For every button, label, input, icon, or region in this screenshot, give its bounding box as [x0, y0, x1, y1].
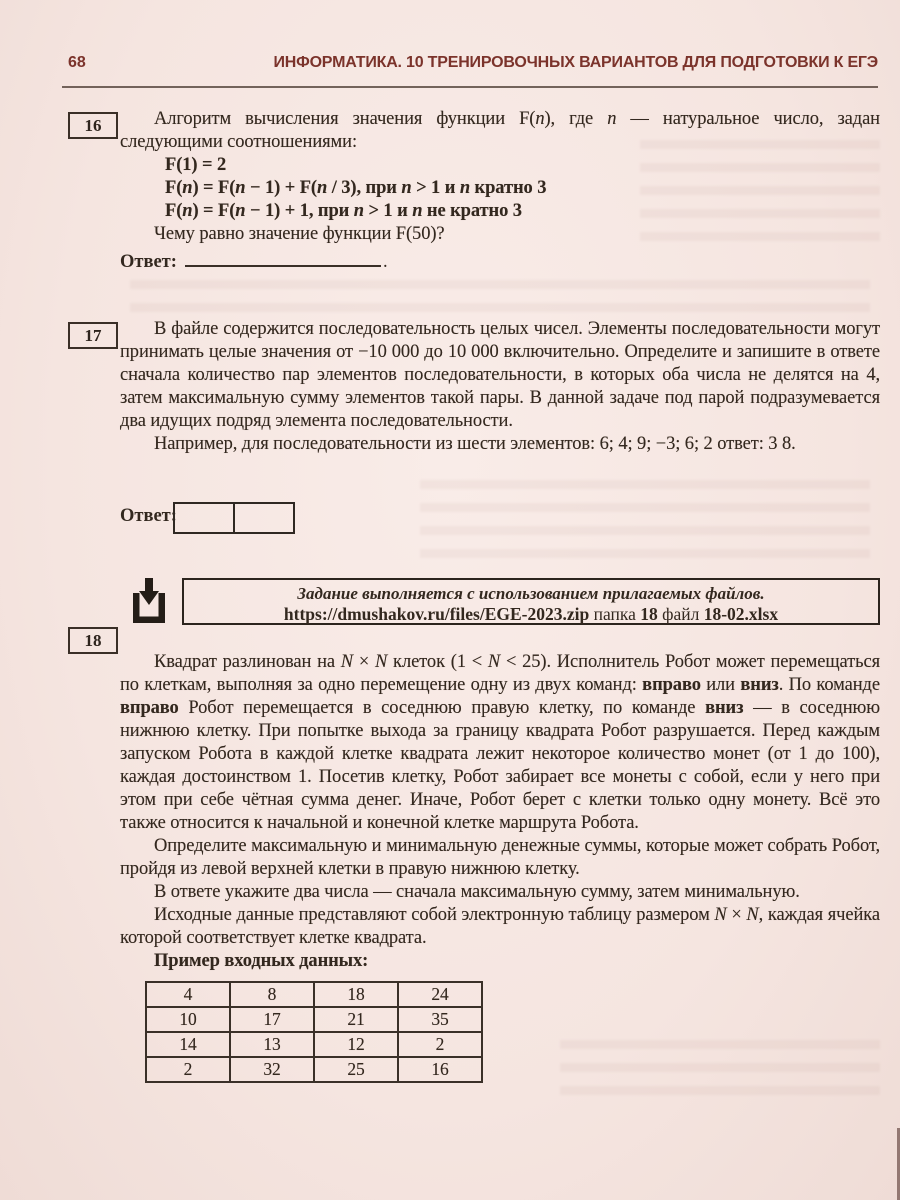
answer-cell-2 [233, 502, 295, 534]
task16-formula-2: F(n) = F(n − 1) + F(n / 3), при n > 1 и n кратно 3 [165, 178, 547, 198]
table-cell: 2 [146, 1057, 230, 1082]
task17-answer-label: Ответ: [120, 506, 177, 526]
task16-formula-1: F(1) = 2 [165, 155, 227, 175]
table-row [146, 1032, 482, 1057]
task17-number: 17 [84, 325, 102, 345]
task17-body [120, 318, 880, 456]
notice-line2: https://dmushakov.ru/files/EGE-2023.zip папка 18 файл 18-02.xlsx [283, 604, 779, 624]
task16-number: 16 [84, 115, 102, 135]
answer-blank-line [185, 250, 381, 267]
table-cell: 16 [398, 1057, 482, 1082]
table-cell: 21 [314, 1007, 398, 1032]
table-row [146, 982, 482, 1007]
attachment-notice-box [182, 578, 880, 625]
table-cell: 35 [398, 1007, 482, 1032]
task18-body [120, 651, 880, 1083]
page-number: 68 [68, 54, 86, 71]
task17-text: В файле содержится последовательность целых чисел. Элементы последовательности могут принимать целые значения от −10 000 до 10 000 включительно. Определите и запишите в ответе сначала количество пар элементов последовательности, в которых оба числа не делятся на 4, затем максимальную сумму элементов такой пары. В данной задаче под парой подразумевается два идущих подряд элемента последовательности. [120, 319, 880, 431]
scan-bleedthrough [420, 480, 870, 560]
task16-body [120, 108, 880, 246]
answer-period: . [382, 252, 388, 272]
task18-number: 18 [84, 630, 102, 650]
table-cell: 32 [230, 1057, 314, 1082]
table-cell: 8 [230, 982, 314, 1007]
table-row [146, 1007, 482, 1032]
notice-line1: Задание выполняется с использованием прилагаемых файлов. [297, 584, 765, 603]
task16-question: Чему равно значение функции F(50)? [154, 224, 445, 244]
table-cell: 24 [398, 982, 482, 1007]
table-cell: 12 [314, 1032, 398, 1057]
table-cell: 18 [314, 982, 398, 1007]
table-cell: 4 [146, 982, 230, 1007]
task18-paragraph-1: Квадрат разлинован на N × N клеток (1 < N < 25). Исполнитель Робот может перемещаться по клеткам, выполняя за одно перемещение одну из двух команд: вправо или вниз. По команде вправо Робот перемещается в соседнюю правую клетку, по команде вниз — в соседнюю нижнюю клетку. При попытке выхода за границу квадрата Робот разрушается. Перед каждым запуском Робота в каждой клетке квадрата лежит некоторое количество монет (от 1 до 100), каждая достоинством 1. Посетив клетку, Робот забирает все монеты с собой, если у него при этом при себе чётная сумма денег. Иначе, Робот берет с клетки только одну монету. Всё это также относится к начальной и конечной клетке маршрута Робота. [120, 652, 881, 833]
table-cell: 17 [230, 1007, 314, 1032]
table-row [146, 1057, 482, 1082]
task18-paragraph-4: Исходные данные представляют собой электронную таблицу размером N × N, каждая ячейка которой соответствует клетке квадрата. [120, 905, 880, 948]
task18-paragraph-2: Определите максимальную и минимальную денежные суммы, которые может собрать Робот, пройдя из левой верхней клетки в правую нижнюю клетку. [120, 836, 880, 879]
task17-number-box [68, 322, 118, 349]
table-cell: 25 [314, 1057, 398, 1082]
header-rule [62, 86, 878, 88]
table-cell: 2 [398, 1032, 482, 1057]
example-input-table [145, 981, 483, 1083]
table-cell: 10 [146, 1007, 230, 1032]
download-icon [133, 577, 165, 623]
task18-paragraph-3: В ответе укажите два числа — сначала максимальную сумму, затем минимальную. [154, 882, 800, 902]
task18-number-box [68, 627, 118, 654]
task17-answer-boxes [173, 502, 295, 534]
answer-cell-1 [173, 502, 235, 534]
table-cell: 14 [146, 1032, 230, 1057]
header-title: ИНФОРМАТИКА. 10 ТРЕНИРОВОЧНЫХ ВАРИАНТОВ ДЛЯ ПОДГОТОВКИ К ЕГЭ [273, 54, 878, 71]
task16-answer-line [120, 250, 388, 273]
table-cell: 13 [230, 1032, 314, 1057]
task16-intro: Алгоритм вычисления значения функции F(n), где n — натуральное число, задан следующими соотношениями: [120, 109, 880, 152]
task16-formula-3: F(n) = F(n − 1) + 1, при n > 1 и n не кратно 3 [165, 201, 522, 221]
task18-example-caption: Пример входных данных: [154, 951, 369, 971]
answer-label: Ответ: [120, 252, 177, 272]
task17-example: Например, для последовательности из шести элементов: 6; 4; 9; −3; 6; 2 ответ: 3 8. [154, 434, 796, 454]
task16-number-box [68, 112, 118, 139]
scan-bleedthrough [130, 280, 870, 314]
